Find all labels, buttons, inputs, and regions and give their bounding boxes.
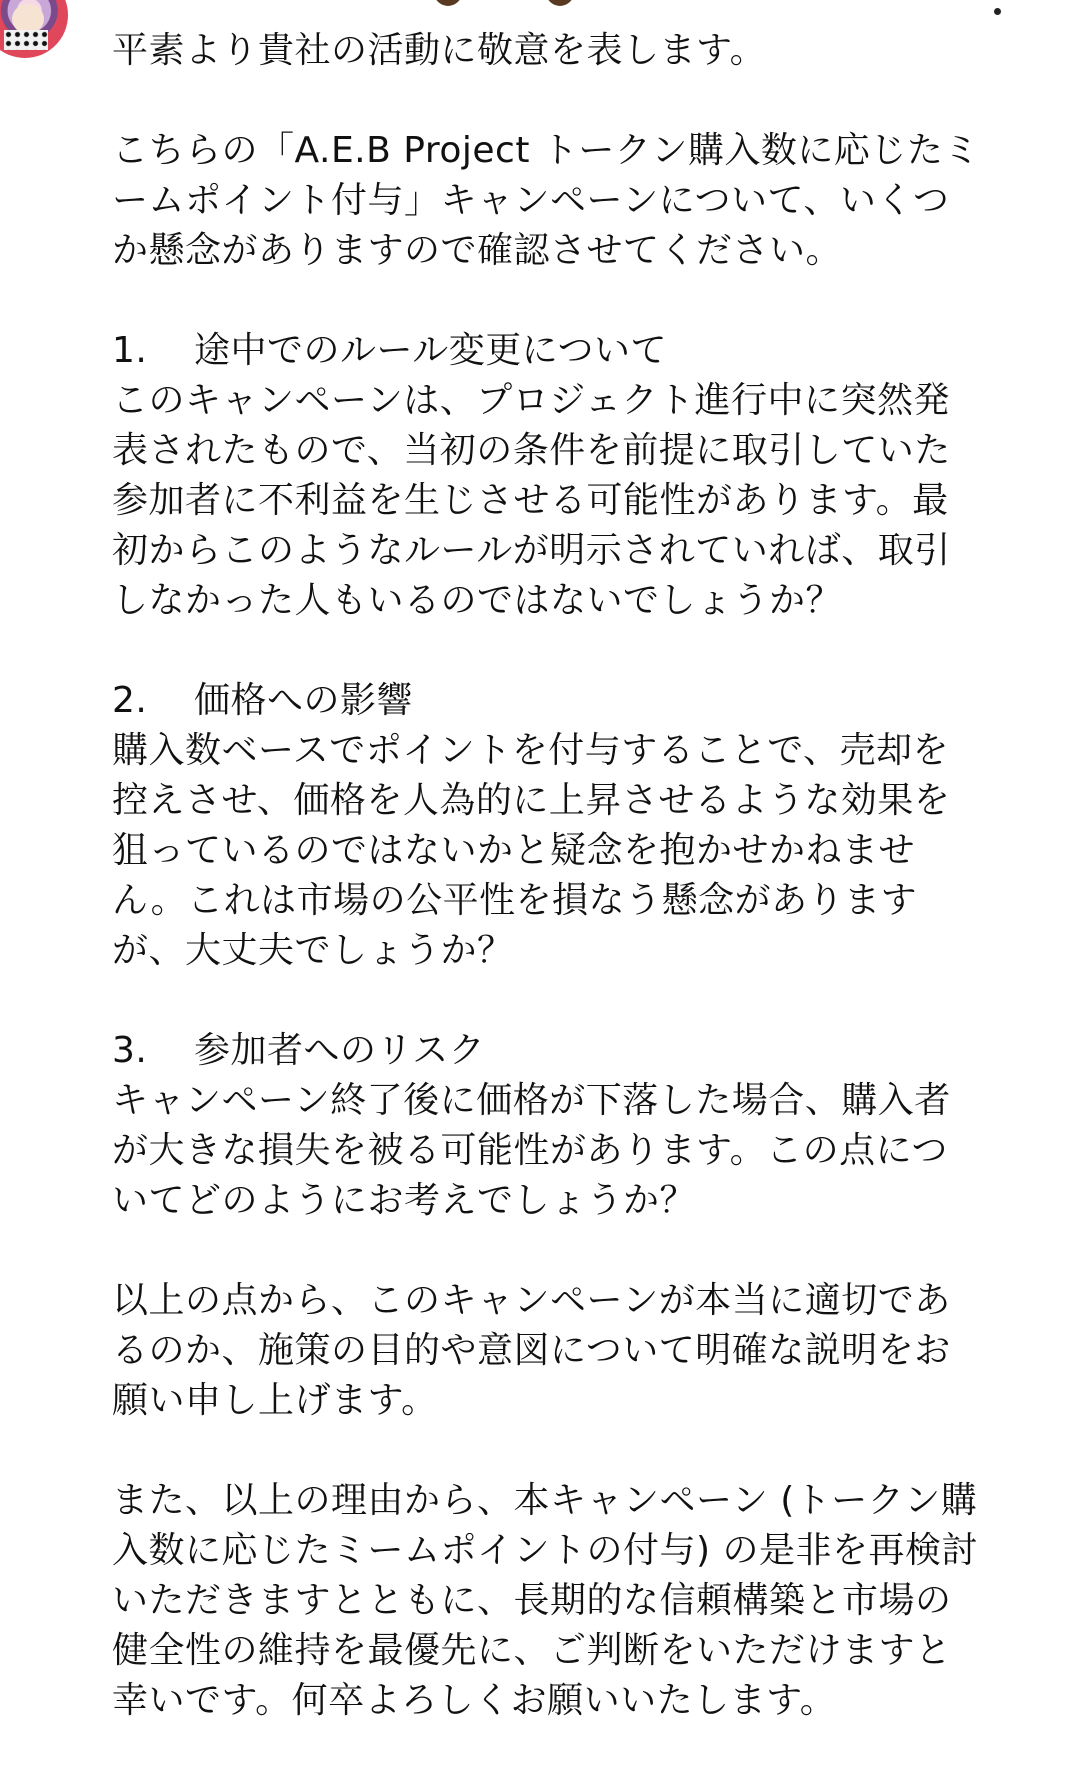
section-title: 価格への影響 (194, 680, 414, 721)
blank-line (112, 76, 1052, 126)
section-title: 途中でのルール変更について (194, 330, 668, 371)
post-line: 初からこのようなルールが明示されていれば、取引 (112, 530, 951, 571)
post-line: が大きな損失を被る可能性があります。この点につ (112, 1130, 948, 1171)
post-line: 表されたもので、当初の条件を前提に取引していた (112, 430, 951, 471)
post-line: キャンペーン終了後に価格が下落した場合、購入者 (112, 1080, 951, 1121)
post-line: いてどのようにお考えでしょうか？ (112, 1180, 697, 1221)
post-line: こちらの「A.E.B Project トークン購入数に応じたミ (112, 130, 980, 171)
avatar-pattern (4, 30, 48, 50)
post-line: 健全性の維持を最優先に、ご判断をいただけますと (112, 1630, 952, 1671)
blank-line (112, 1426, 1052, 1476)
post-line: 願い申し上げます。 (112, 1380, 438, 1421)
post-body (112, 26, 1052, 1726)
post-line: 購入数ベースでポイントを付与することで、売却を (112, 730, 949, 771)
post-line: か懸念がありますので確認させてください。 (112, 230, 843, 271)
post-line: が、大丈夫でしょうか？ (112, 930, 514, 971)
avatar[interactable] (0, 0, 68, 58)
post-line: このキャンペーンは、プロジェクト進行中に突然発 (112, 380, 951, 421)
post-line: いただきますとともに、長期的な信頼構築と市場の (112, 1580, 952, 1621)
post-line: 参加者に不利益を生じさせる可能性があります。最 (112, 480, 949, 521)
section-heading (112, 326, 1052, 376)
post-line: 控えさせ、価格を人為的に上昇させるような効果を (112, 780, 951, 821)
post-line: 入数に応じたミームポイントの付与) の是非を再検討 (112, 1530, 978, 1571)
section-number: 2. (112, 680, 148, 721)
post-line: ームポイント付与」キャンペーンについて、いくつ (112, 180, 950, 221)
section-heading (112, 1026, 1052, 1076)
blank-line (112, 1226, 1052, 1276)
post-line: また、以上の理由から、本キャンペーン (トークン購 (112, 1480, 978, 1521)
post-line: ん。これは市場の公平性を損なう懸念があります (112, 880, 918, 921)
post-line: 以上の点から、このキャンペーンが本当に適切であ (112, 1280, 951, 1321)
emoji-fragment-icon (434, 0, 462, 6)
post-line: 狙っているのではないかと疑念を抱かせかねませ (112, 830, 916, 871)
section-number: 1. (112, 330, 148, 371)
section-number: 3. (112, 1030, 148, 1071)
post-line: 幸いです。何卒よろしくお願いいたします。 (112, 1680, 837, 1721)
blank-line (112, 626, 1052, 676)
post-line: しなかった人もいるのではないでしょうか？ (112, 580, 843, 621)
section-heading (112, 676, 1052, 726)
post-line: 平素より貴社の活動に敬意を表します。 (112, 30, 767, 71)
blank-line (112, 976, 1052, 1026)
post-line: るのか、施策の目的や意図について明確な説明をお (112, 1330, 951, 1371)
section-title: 参加者へのリスク (194, 1030, 486, 1071)
blank-line (112, 276, 1052, 326)
emoji-fragment-icon (546, 0, 574, 6)
more-options-icon[interactable] (994, 8, 1001, 15)
